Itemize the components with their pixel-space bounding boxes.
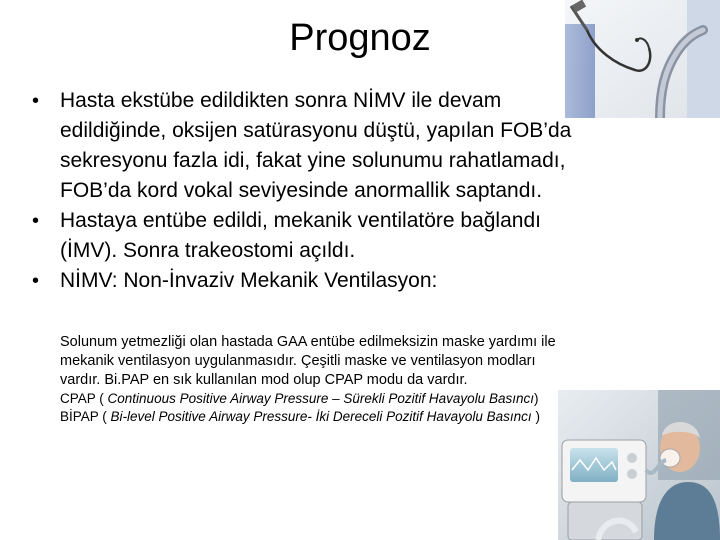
bullet-dot-icon: •	[32, 270, 40, 292]
bullet-item	[30, 266, 575, 296]
bullet-item	[30, 206, 575, 266]
slide-title: Prognoz	[289, 17, 431, 59]
cpap-definition-line	[60, 390, 570, 408]
bipap-close: )	[531, 409, 540, 424]
cpap-definition: Continuous Positive Airway Pressure – Sürekli Pozitif Havayolu Basıncı	[107, 391, 534, 406]
bullet-text: Hasta ekstübe edildikten sonra NİMV ile devam edildiğinde, oksijen satürasyonu düştü, yapılan FOB’da sekresyonu fazla idi, fakat yine solunumu rahatlamadı, FOB’da kord vokal seviyesinde anormallik saptandı.	[60, 89, 572, 202]
bipap-definition: Bi-level Positive Airway Pressure- İki Dereceli Pozitif Havayolu Basıncı	[110, 409, 532, 424]
bronchoscope-illustration-icon	[565, 0, 720, 118]
bullet-item	[30, 86, 575, 206]
bullet-dot-icon: •	[32, 90, 40, 112]
bullet-text: Hastaya entübe edildi, mekanik ventilatöre bağlandı (İMV). Sonra trakeostomi açıldı.	[60, 209, 541, 262]
ventilator-photo-icon	[558, 390, 720, 540]
nimv-paragraph: Solunum yetmezliği olan hastada GAA entübe edilmeksizin maske yardımı ile mekanik ventilasyon uygulanmasıdır. Çeşitli maske ve ventilasyon modları vardır. Bi.PAP en sık kullanılan mod olup CPAP modu da vardır.	[60, 334, 556, 388]
bullet-dot-icon: •	[32, 210, 40, 232]
cpap-open: (	[95, 391, 108, 406]
nimv-detail	[60, 333, 570, 426]
bullet-text: NİMV: Non-İnvaziv Mekanik Ventilasyon:	[60, 269, 438, 292]
bipap-definition-line	[60, 408, 570, 426]
bipap-term: BİPAP	[60, 409, 99, 424]
bipap-open: (	[98, 409, 111, 424]
bullet-list	[30, 86, 575, 296]
cpap-close: )	[533, 391, 539, 406]
cpap-term: CPAP	[60, 391, 96, 406]
